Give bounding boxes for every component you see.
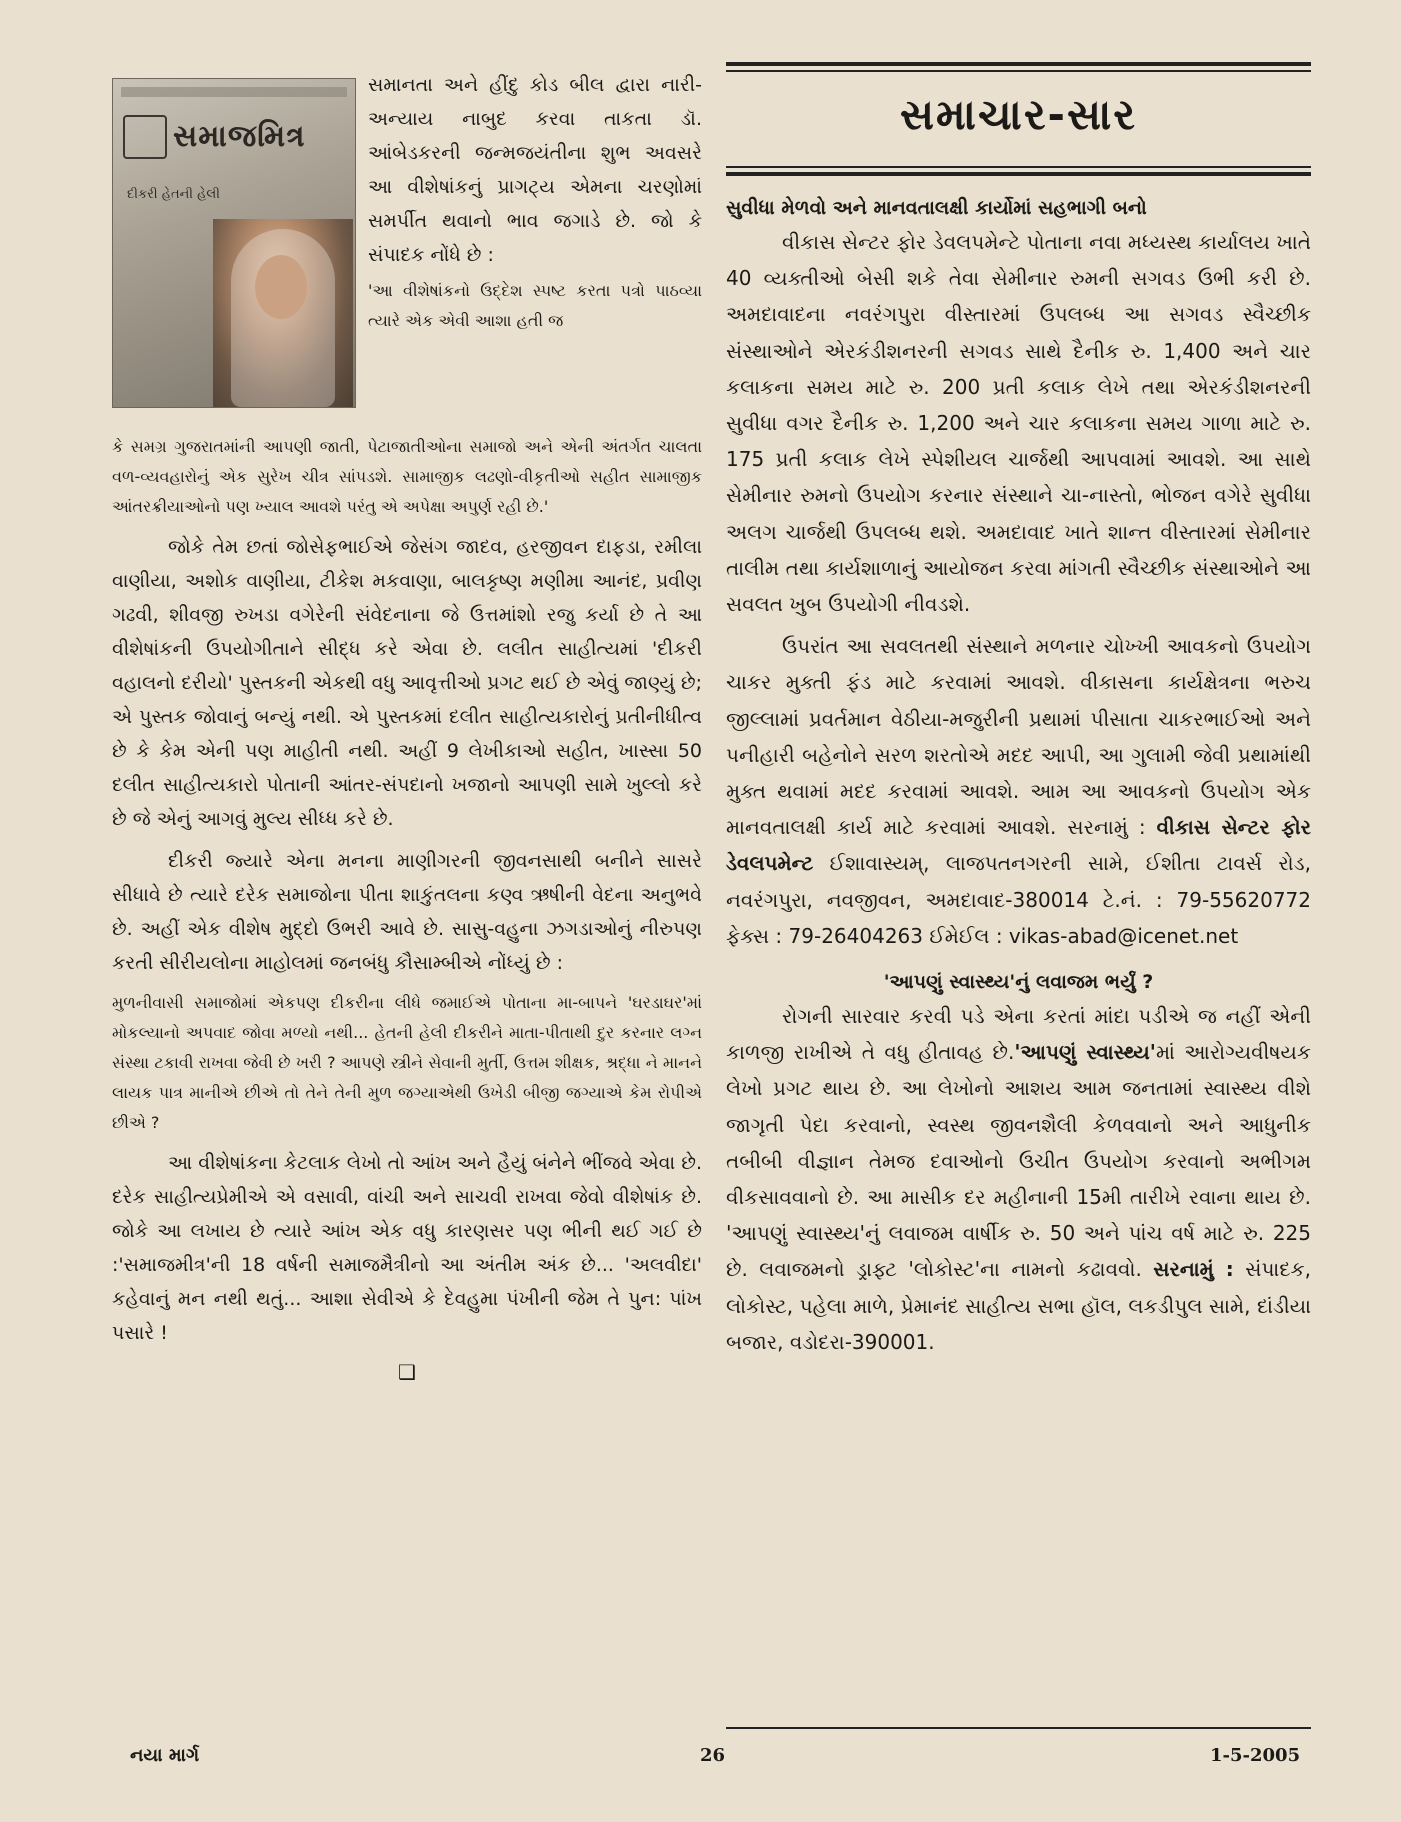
news2-address-label: સરનામું : xyxy=(1153,1257,1234,1282)
cover-bride-photo xyxy=(213,219,353,407)
paragraph-3: દીકરી જ્યારે એના મનના માણીગરની જીવનસાથી બનીને સાસરે સીધાવે છે ત્યારે દરેક સમાજોના પીતા શાકુંતલના કણ્વ ઋષીની વેદના અનુભવે છે. અહીં એક વીશેષ મુદ્દો ઉભરી આવે છે. સાસુ-વહુના ઝગડાઓનું નીરુપણ કરતી સીરીયલોના માહોલમાં જનબંધુ કૌસામ્બીએ નોંધ્યું છે : xyxy=(112,850,702,974)
cover-title: સમાજમિત્ર xyxy=(173,119,306,154)
news2-paragraph xyxy=(726,998,1311,1360)
news1-address-org: વીકાસ સેન્ટર ફોર ડેવલપમેન્ટ xyxy=(726,815,1311,876)
news1-address-text: ઈશાવાસ્યમ્, લાજપતનગરની સામે, ઈશીતા ટાવર્સ રોડ, નવરંગપુરા, નવજીવન, અમદાવાદ-380014 ટે.નં. : 79-55620772 ફેક્સ : 79-26404263 ઈમેઈલ : vikas-abad@icenet.net xyxy=(726,851,1311,948)
right-column xyxy=(726,62,1311,1360)
quote-2: મુળનીવાસી સમાજોમાં એકપણ દીકરીના લીધે જમાઈએ પોતાના મા-બાપને 'ઘરડાઘર'માં મોકલ્યાનો અપવાદ જોવા મળ્યો નથી... હેતની હેલી દીકરીને માતા-પીતાથી દુર કરનાર લગ્ન સંસ્થા ટકાવી રાખવા જેવી છે ખરી ? આપણે સ્ત્રીને સેવાની મુર્તી, ઉત્તમ શીક્ષક, શ્રદ્ધા ને માનને લાયક પાત્ર માનીએ છીએ તો તેને તેની મુળ જગ્યાએથી ઉખેડી બીજી જગ્યાએ કેમ રોપીએ છીએ ? xyxy=(112,993,703,1132)
news1-title: સુવીધા મેળવો અને માનવતાલક્ષી કાર્યોમાં સહભાગી બનો xyxy=(726,197,1147,219)
news2-p1-c: માં આરોગ્યવીષયક લેખો પ્રગટ થાય છે. આ લેખોનો આશય આમ જનતામાં સ્વાસ્થ્ય વીશે જાગૃતી પેદા કરવાનો, સ્વસ્થ જીવનશૈલી કેળવવાનો અને આધુનીક તબીબી વીજ્ઞાન તેમજ દવાઓનો ઉચીત ઉપયોગ કરવાનો અભીગમ વીકસાવવાનો છે. આ માસીક દર મહીનાની 15મી તારીખે રવાના થાય છે. 'આપણું સ્વાસ્થ્ય'નું લવાજમ વાર્ષીક રુ. 50 અને પાંચ વર્ષ માટે રુ. 225 છે. લવાજમનો ડ્રાફ્ટ 'લોકોસ્ટ'ના નામનો કઢાવવો. xyxy=(726,1040,1312,1282)
magazine-cover-image xyxy=(112,78,356,408)
heading-rule-bottom-thin xyxy=(726,166,1311,168)
intro-paragraph: સમાનતા અને હીંદુ કોડ બીલ દ્વારા નારી-અન્યાય નાબુદ કરવા તાકતા ડૉ. આંબેડકરની જન્મજયંતીના શુભ અવસરે આ વીશેષાંકનું પ્રાગટ્ય એમના ચરણોમાં સમર્પીત થવાનો ભાવ જગાડે છે. જો કે સંપાદક નોંધે છે : xyxy=(368,74,702,266)
news2-p1-a: રોગની સારવાર કરવી પડે એના કરતાં માંદા પડીએ જ નહીં એની કાળજી રાખીએ તે વધુ હીતાવહ છે. xyxy=(726,1004,1311,1065)
end-box-icon: ❑ xyxy=(398,1360,416,1384)
section-heading: સમાચાર-સાર xyxy=(899,90,1138,139)
news1-paragraph-2 xyxy=(726,628,1311,954)
cover-face xyxy=(255,255,307,319)
quote1-start: 'આ વીશેષાંકનો ઉદ્દેશ સ્પષ્ટ કરતા પત્રો પાઠવ્યા ત્યારે એક એવી આશા હતી જ xyxy=(368,281,702,330)
paragraph-4: આ વીશેષાંકના કેટલાક લેખો તો આંખ અને હૈયું બંનેને ભીંજવે એવા છે. દરેક સાહીત્યપ્રેમીએ એ વસાવી, વાંચી અને સાચવી રાખવા જેવો વીશેષાંક છે. જોકે આ લખાય છે ત્યારે આંખ એક વધુ કારણસર પણ ભીની થઈ ગઈ છે :'સમાજમીત્ર'ની 18 વર્ષની સમાજમૈત્રીનો આ અંતીમ અંક છે... 'અલવીદા' કહેવાનું મન નથી થતું... આશા સેવીએ કે દેવહુમા પંખીની જેમ તે પુન: પાંખ પસારે ! xyxy=(112,1152,702,1344)
news1-address-label: સરનામું : xyxy=(1067,815,1146,840)
news2-p1-bold: 'આપણું સ્વાસ્થ્ય' xyxy=(1014,1040,1156,1065)
intro-block xyxy=(368,68,702,336)
cover-subtitle: દીકરી હેતની હેલી xyxy=(127,187,220,202)
heading-rule-bottom xyxy=(726,172,1311,176)
news1-paragraph-1: વીકાસ સેન્ટર ફોર ડેવલપમેન્ટે પોતાના નવા મધ્યસ્થ કાર્યાલય ખાતે 40 વ્યક્તીઓ બેસી શકે તેવા સેમીનાર રુમની સગવડ ઉભી કરી છે. અમદાવાદના નવરંગપુરા વીસ્તારમાં ઉપલબ્ધ આ સગવડ સ્વૈચ્છીક સંસ્થાઓને એરકંડીશનરની સગવડ સાથે દૈનીક રુ. 1,400 અને ચાર કલાકના સમય માટે રુ. 200 પ્રતી કલાક લેખે તથા એરકંડીશનરની સુવીધા વગર દૈનીક રુ. 1,200 અને ચાર કલાકના સમય ગાળા માટે રુ. 175 પ્રતી કલાક લેખે સ્પેશીયલ ચાર્જથી આપવામાં આવશે. આ સાથે સેમીનાર રુમનો ઉપયોગ કરનાર સંસ્થાને ચા-નાસ્તો, ભોજન વગેરે સુવીધા અલગ ચાર્જથી ઉપલબ્ધ થશે. અમદાવાદ ખાતે શાન્ત વીસ્તારમાં સેમીનાર તાલીમ તથા કાર્યશાળાનું આયોજન કરવા માંગતી સ્વૈચ્છીક સંસ્થાઓને આ સવલત ખુબ ઉપયોગી નીવડશે. xyxy=(726,230,1311,617)
heading-rule-top xyxy=(726,62,1311,66)
footer-publication: નયા માર્ગ xyxy=(130,1745,200,1766)
cover-logo-icon xyxy=(123,115,167,159)
footer-date: 1-5-2005 xyxy=(1210,1745,1301,1766)
column-bottom-rule xyxy=(726,1727,1311,1729)
footer-page-number: 26 xyxy=(700,1745,726,1766)
news2-title: 'આપણું સ્વાસ્થ્ય'નું લવાજમ ભર્યું ? xyxy=(883,971,1154,994)
paragraph-2: જોકે તેમ છતાં જોસેફભાઈએ જેસંગ જાદવ, હરજીવન દાફડા, રમીલા વાણીયા, અશોક વાણીયા, ટીકેશ મકવાણા, બાલકૃષ્ણ મણીમા આનંદ, પ્રવીણ ગઢવી, શીવજી રુખડા વગેરેની સંવેદનાના જે ઉત્તમાંશો રજુ કર્યા છે તે આ વીશેષાંકની ઉપયોગીતાને સીદ્ધ કરે એવા છે. લલીત સાહીત્યમાં 'દીકરી વહાલનો દરીયો' પુસ્તકની એકથી વધુ આવૃત્તીઓ પ્રગટ થઈ છે એવું જાણ્યું છે; એ પુસ્તક જોવાનું બન્યું નથી. એ પુસ્તકમાં દલીત સાહીત્યકારોનું પ્રતીનીધીત્વ છે કે કેમ એની પણ માહીતી નથી. અહીં 9 લેખીકાઓ સહીત, ખાસ્સા 50 દલીત સાહીત્યકારો પોતાની આંતર-સંપદાનો ખજાનો આપણી સામે ખુલ્લો કરે છે જે એનું આગવું મુલ્ય સીધ્ધ કરે છે. xyxy=(112,536,702,830)
left-body xyxy=(112,432,702,1384)
quote1-rest: કે સમગ્ર ગુજરાતમાંની આપણી જાતી, પેટાજાતીઓના સમાજો અને એની અંતર્ગત ચાલતા વળ-વ્યવહારોનું એક સુરેખ ચીત્ર સાંપડશે. સામાજીક લઢણો-વીકૃતીઓ સહીત સામાજીક આંતરક્રીયાઓનો પણ ખ્યાલ આવશે પરંતુ એ અપેક્ષા અપુર્ણ રહી છે.' xyxy=(112,437,702,516)
cover-top-strip xyxy=(121,87,347,97)
news1-p2-text: ઉપરાંત આ સવલતથી સંસ્થાને મળનાર ચોખ્ખી આવકનો ઉપયોગ ચાકર મુક્તી ફંડ માટે કરવામાં આવશે. વીકાસના કાર્યક્ષેત્રના ભરુચ જીલ્લામાં પ્રવર્તમાન વેઠીયા-મજુરીની પ્રથામાં પીસાતા ચાકરભાઈઓ અને પનીહારી બહેનોને સરળ શરતોએ મદદ આપી, આ ગુલામી જેવી પ્રથામાંથી મુક્ત થવામાં મદદ કરવામાં આવશે. આમ આ આવકનો ઉપયોગ એક માનવતાલક્ષી કાર્ય માટે કરવામાં આવશે. xyxy=(726,634,1311,840)
news2-address-text: સંપાદક, લોકોસ્ટ, પહેલા માળે, પ્રેમાનંદ સાહીત્ય સભા હૉલ, લકડીપુલ સામે, દાંડીયા બજાર, વડોદરા-390001. xyxy=(726,1257,1311,1354)
